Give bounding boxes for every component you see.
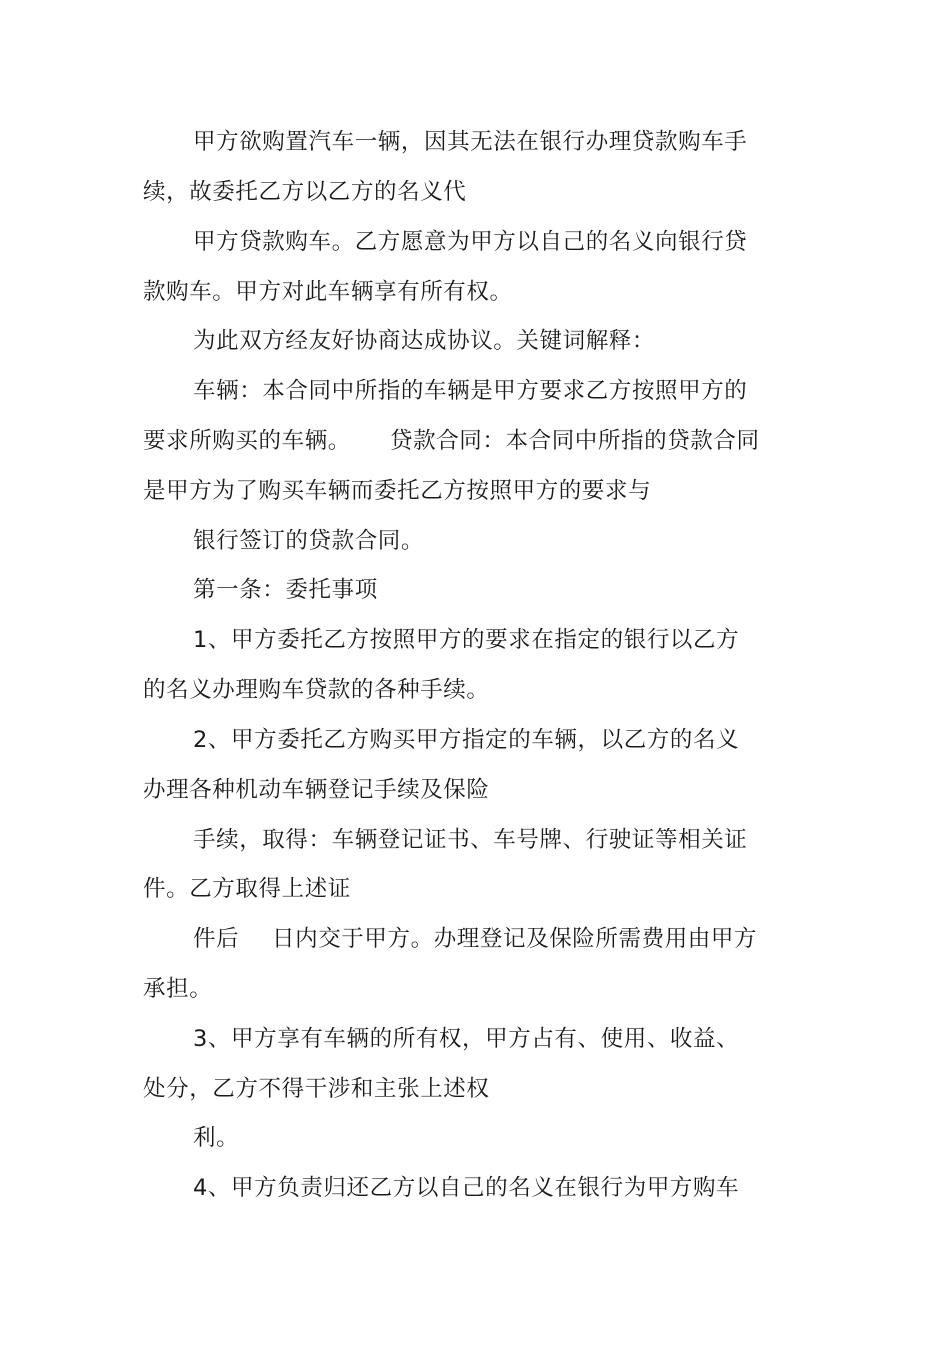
text-line: 件。乙方取得上述证 [143,876,351,902]
text-line: 件后 [193,926,240,952]
text-line: 4、甲方负责归还乙方以自己的名义在银行为甲方购车 [193,1175,740,1201]
text-line: 的名义办理购车贷款的各种手续。 [143,677,490,703]
text-line: 承担。 [143,976,213,1002]
text-line: 车辆：本合同中所指的车辆是甲方要求乙方按照甲方的 [193,378,748,404]
text-line: 为此双方经友好协商达成协议。关键词解释： [193,328,656,354]
text-line: 手续，取得：车辆登记证书、车号牌、行驶证等相关证 [193,827,748,853]
text-line: 1、甲方委托乙方按照甲方的要求在指定的银行以乙方 [193,627,740,653]
text-line: 办理各种机动车辆登记手续及保险 [143,777,490,803]
text-line: 款购车。甲方对此车辆享有所有权。 [143,279,513,305]
text-line: 2、甲方委托乙方购买甲方指定的车辆，以乙方的名义 [193,727,740,753]
text-line: 银行签订的贷款合同。 [193,528,425,554]
text-line: 日内交于甲方。办理登记及保险所需费用由甲方 [272,926,758,952]
text-line: 要求所购买的车辆。 [143,428,351,454]
text-line: 是甲方为了购买车辆而委托乙方按照甲方的要求与 [143,478,652,504]
text-line: 利。 [193,1125,240,1151]
text-line: 处分，乙方不得干涉和主张上述权 [143,1076,490,1102]
text-line: 3、甲方享有车辆的所有权，甲方占有、使用、收益、 [193,1026,740,1052]
text-line: 甲方欲购置汽车一辆，因其无法在银行办理贷款购车手 [193,129,748,155]
text-line: 甲方贷款购车。乙方愿意为甲方以自己的名义向银行贷 [193,229,748,255]
text-line: 贷款合同：本合同中所指的贷款合同 [390,428,760,454]
text-line: 续，故委托乙方以乙方的名义代 [143,179,467,205]
section-heading: 第一条：委托事项 [193,577,378,603]
